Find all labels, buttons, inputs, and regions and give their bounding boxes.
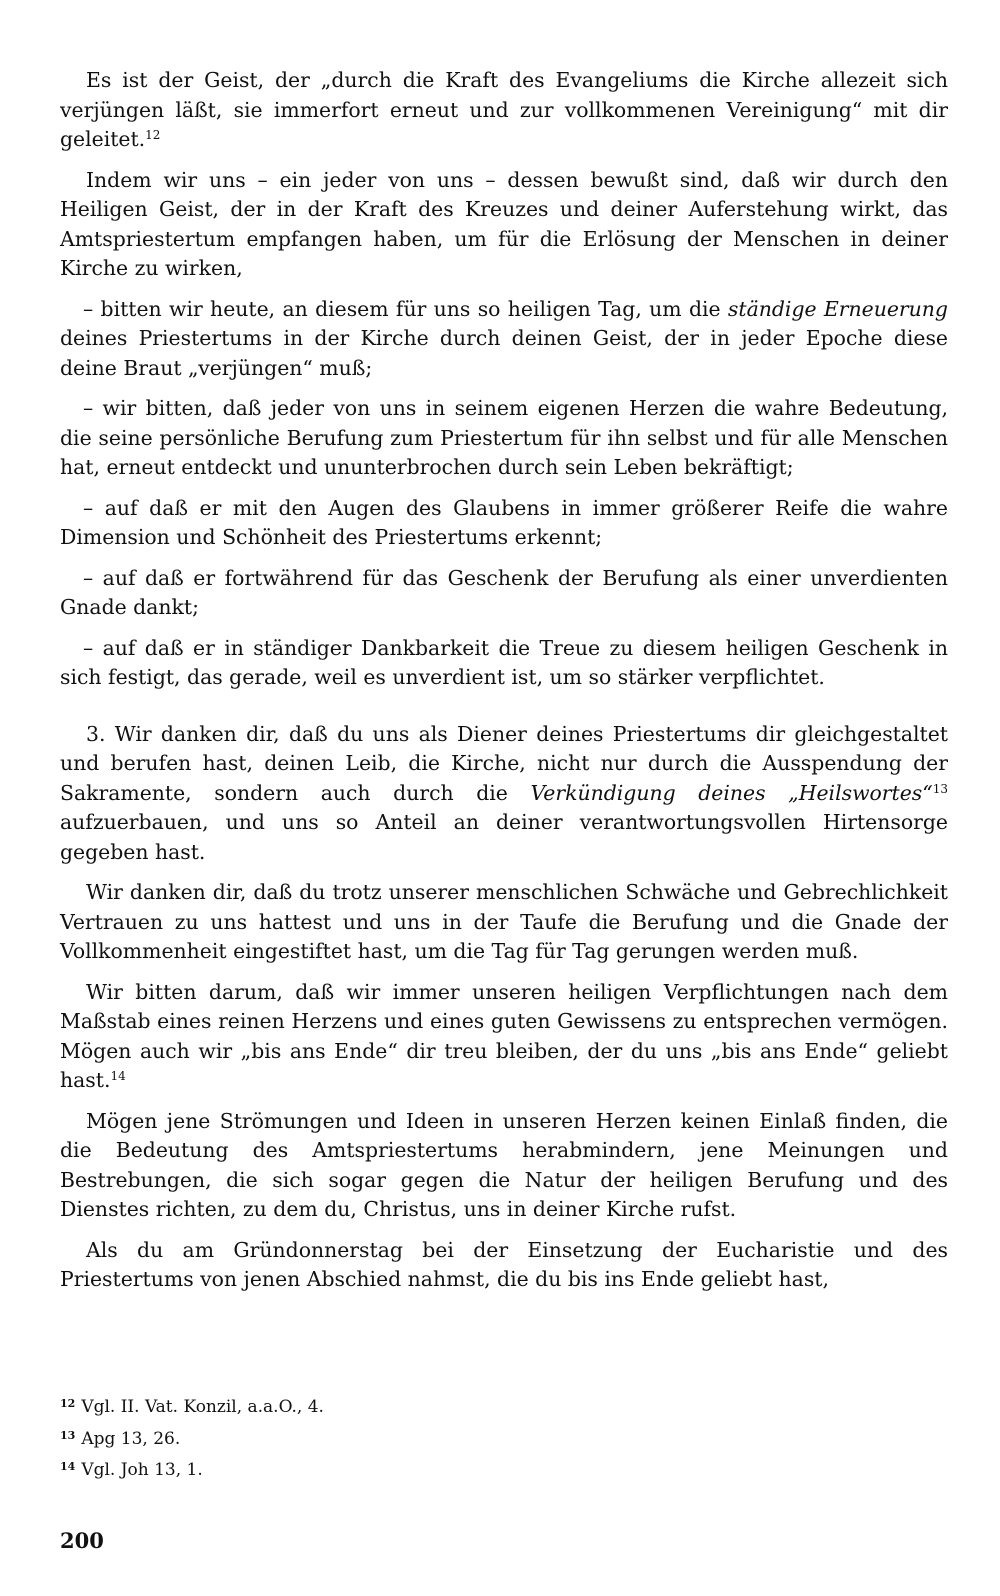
petition-1: [60, 295, 948, 384]
petition-4: [60, 564, 948, 623]
paragraph-request: [60, 978, 948, 1096]
section-3-paragraph: [60, 720, 948, 868]
text-segment: Mögen jene Strömungen und Ideen in unseren Herzen keinen Einlaß finden, die die Bedeutung des Amtspriestertums herabmindern, jene Meinungen und Bestrebungen, die sich sogar gegen die Natur der heiligen Berufung und des Dienstes richten, zu dem du, Christus, uns in deiner Kirche rufst.: [60, 1108, 948, 1221]
text-segment: – auf daß er in ständiger Dankbarkeit die Treue zu diesem heiligen Geschenk in sich festigt, das gerade, weil es unverdient ist, um so stärker verpflichtet.: [60, 635, 948, 689]
italic-text: Verkündigung deines „Heilswortes“: [530, 780, 933, 805]
text-segment: Als du am Gründonnerstag bei der Einsetzung der Eucharistie und des Priestertums von jenen Abschied nahmst, die du bis ins Ende geliebt hast,: [60, 1237, 948, 1291]
paragraph-thanks: [60, 878, 948, 967]
footnote-ref: 13: [932, 781, 948, 796]
page-body: [60, 66, 948, 1295]
petition-5: [60, 634, 948, 693]
footnote-14: [60, 1453, 760, 1485]
text-segment: – auf daß er mit den Augen des Glaubens in immer größerer Reife die wahre Dimension und Schönheit des Priestertums erkennt;: [60, 495, 948, 549]
text-segment: Es ist der Geist, der „durch die Kraft des Evangeliums die Kirche allezeit sich verjüngen läßt, sie immerfort erneut und zur vollkommenen Vereinigung“ mit dir geleitet.: [60, 68, 948, 151]
petition-3: [60, 494, 948, 553]
paragraph-maundy-thursday: [60, 1236, 948, 1295]
text-segment: – wir bitten, daß jeder von uns in seinem eigenen Herzen die wahre Bedeutung, die seine persönliche Berufung zum Priestertum für ihn selbst und für alle Menschen hat, erneut entdeckt und ununterbrochen durch sein Leben bekräftigt;: [60, 396, 948, 479]
text-segment: – bitten wir heute, an diesem für uns so heiligen Tag, um die: [83, 296, 728, 321]
footnote-12: [60, 1390, 760, 1422]
footnote-ref: 12: [145, 128, 161, 142]
text-segment: aufzuerbauen, und uns so Anteil an deiner verantwortungsvollen Hirtensorge gegeben hast.: [60, 810, 948, 864]
footnotes: [60, 1390, 760, 1485]
footnote-text: Vgl. II. Vat. Konzil, a.a.O., 4.: [81, 1397, 324, 1417]
text-segment: 3. Wir danken dir, daß du uns als Diener deines Priestertums dir gleichgestaltet und berufen hast, deinen Leib, die Kirche, nicht nur durch die Ausspendung der Sakramente, sondern auch durch die: [60, 721, 948, 805]
footnote-number: 14: [60, 1460, 76, 1473]
paragraph-2: [60, 166, 948, 284]
text-segment: Wir danken dir, daß du trotz unserer menschlichen Schwäche und Gebrechlichkeit Vertrauen zu uns hattest und uns in der Taufe die Berufung und die Gnade der Vollkommenheit eingestiftet hast, um die Tag für Tag gerungen werden muß.: [60, 880, 948, 963]
text-segment: deines Priestertums in der Kirche durch deinen Geist, der in jeder Epoche diese deine Braut „verjüngen“ muß;: [60, 326, 948, 380]
petition-2: [60, 394, 948, 483]
footnote-number: 12: [60, 1397, 76, 1410]
italic-text: ständige Erneuerung: [727, 296, 948, 321]
page-number: 200: [60, 1528, 104, 1553]
footnote-number: 13: [60, 1428, 76, 1442]
text-segment: Indem wir uns – ein jeder von uns – dessen bewußt sind, daß wir durch den Heiligen Geist, der in der Kraft des Kreuzes und deiner Auferstehung wirkt, das Amtspriestertum empfangen haben, um für die Erlösung der Menschen in deiner Kirche zu wirken,: [60, 167, 948, 280]
footnote-text: Vgl. Joh 13, 1.: [81, 1460, 203, 1480]
footnote-ref: 14: [110, 1069, 126, 1083]
footnote-text: Apg 13, 26.: [81, 1428, 181, 1449]
footnote-13: [60, 1422, 760, 1454]
paragraph-1: [60, 66, 948, 155]
text-segment: Wir bitten darum, daß wir immer unseren heiligen Verpflichtungen nach dem Maßstab eines reinen Herzens und eines guten Gewissens zu entsprechen vermögen. Mögen auch wir „bis ans Ende“ dir treu bleiben, der du uns „bis ans Ende“ geliebt hast.: [60, 979, 948, 1092]
paragraph-ideas: [60, 1107, 948, 1225]
text-segment: – auf daß er fortwährend für das Geschenk der Berufung als einer unverdienten Gnade dankt;: [60, 565, 948, 619]
